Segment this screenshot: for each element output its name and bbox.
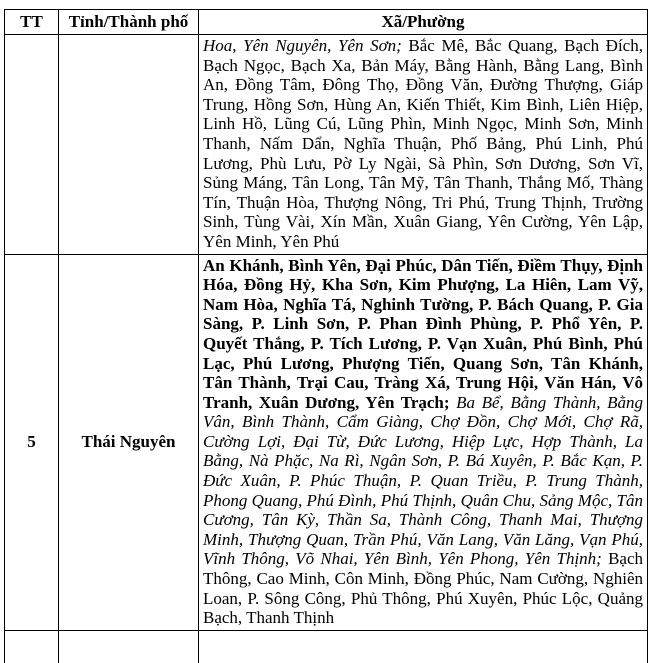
row-tt: 5	[5, 254, 59, 630]
table-header-row	[5, 10, 648, 35]
wards-italic-text: Ba Bể, Bằng Thành, Bằng Vân, Bình Thành, Cẩm Giàng, Chợ Đồn, Chợ Mới, Chợ Rã, Cường Lợi, Đại Từ, Đức Lương, Hiệp Lực, Hợp Thành, La Bằng, Nà Phặc, Na Rì, Ngân Sơn, P. Bá Xuyên, P. Bắc Kạn, P. Đức Xuân, P. Phúc Thuận, P. Quan Triều, P. Trung Thành, Phong Quang, Phú Đình, Phú Thịnh, Quân Chu, Sảng Mộc, Tân Cương, Tân Kỳ, Thần Sa, Thành Công, Thanh Mai, Thượng Minh, Thượng Quan, Trần Phú, Văn Lang, Văn Lăng, Vạn Phú, Vĩnh Thông, Võ Nhai, Yên Bình, Yên Phong, Yên Thịnh;	[203, 392, 643, 569]
table-row	[5, 254, 648, 630]
row-province: Thái Nguyên	[59, 254, 199, 630]
header-province: Tỉnh/Thành phố	[59, 10, 199, 35]
row-province-empty	[59, 630, 199, 663]
row-wards	[199, 35, 648, 255]
wards-bold-text: An Khánh, Bình Yên, Đại Phúc, Dân Tiến, Điềm Thụy, Định Hóa, Đồng Hỷ, Kha Sơn, Kim Phượng, La Hiên, Lam Vỹ, Nam Hòa, Nghĩa Tá, Nghinh Tường, P. Bách Quang, P. Gia Sàng, P. Linh Sơn, P. Phan Đình Phùng, P. Phổ Yên, P. Quyết Thắng, P. Tích Lương, P. Vạn Xuân, Phú Bình, Phú Lạc, Phú Lương, Phượng Tiến, Quang Sơn, Tân Khánh, Tân Thành, Trại Cau, Tràng Xá, Trung Hội, Văn Hán, Vô Tranh, Xuân Dương, Yên Trạch;	[203, 255, 643, 412]
row-wards	[199, 254, 648, 630]
row-wards-empty	[199, 630, 648, 663]
row-province	[59, 35, 199, 255]
header-wards: Xã/Phường	[199, 10, 648, 35]
wards-normal-text: Bắc Mê, Bắc Quang, Bạch Đích, Bạch Ngọc, Bạch Xa, Bản Máy, Bằng Hành, Bằng Lang, Bình An, Đồng Tâm, Đông Thọ, Đồng Văn, Đường Thượng, Giáp Trung, Hồng Sơn, Hùng An, Kiến Thiết, Kim Bình, Liên Hiệp, Linh Hồ, Lũng Cú, Lũng Phìn, Minh Ngọc, Minh Sơn, Minh Thanh, Nấm Dẩn, Nghĩa Thuận, Phố Bảng, Phú Linh, Phú Lương, Phù Lưu, Pờ Ly Ngài, Sà Phìn, Sơn Dương, Sơn Vĩ, Sủng Máng, Tân Long, Tân Mỹ, Tân Thanh, Thắng Mố, Thàng Tín, Thuận Hòa, Thượng Nông, Tri Phú, Trung Thịnh, Trường Sinh, Tùng Vài, Xín Mần, Xuân Giang, Yên Cường, Yên Lập, Yên Minh, Yên Phú	[203, 36, 643, 251]
header-tt: TT	[5, 10, 59, 35]
row-tt	[5, 35, 59, 255]
table-row-partial	[5, 630, 648, 663]
table-row	[5, 35, 648, 255]
row-tt-empty	[5, 630, 59, 663]
wards-normal-text: Bạch Thông, Cao Minh, Côn Minh, Đồng Phúc, Nam Cường, Nghiên Loan, P. Sông Công, Phủ Thông, Phú Xuyên, Phúc Lộc, Quảng Bạch, Thanh Thịnh	[203, 549, 643, 628]
wards-italic-text: Hoa, Yên Nguyên, Yên Sơn;	[203, 36, 402, 55]
province-ward-table	[4, 9, 648, 663]
